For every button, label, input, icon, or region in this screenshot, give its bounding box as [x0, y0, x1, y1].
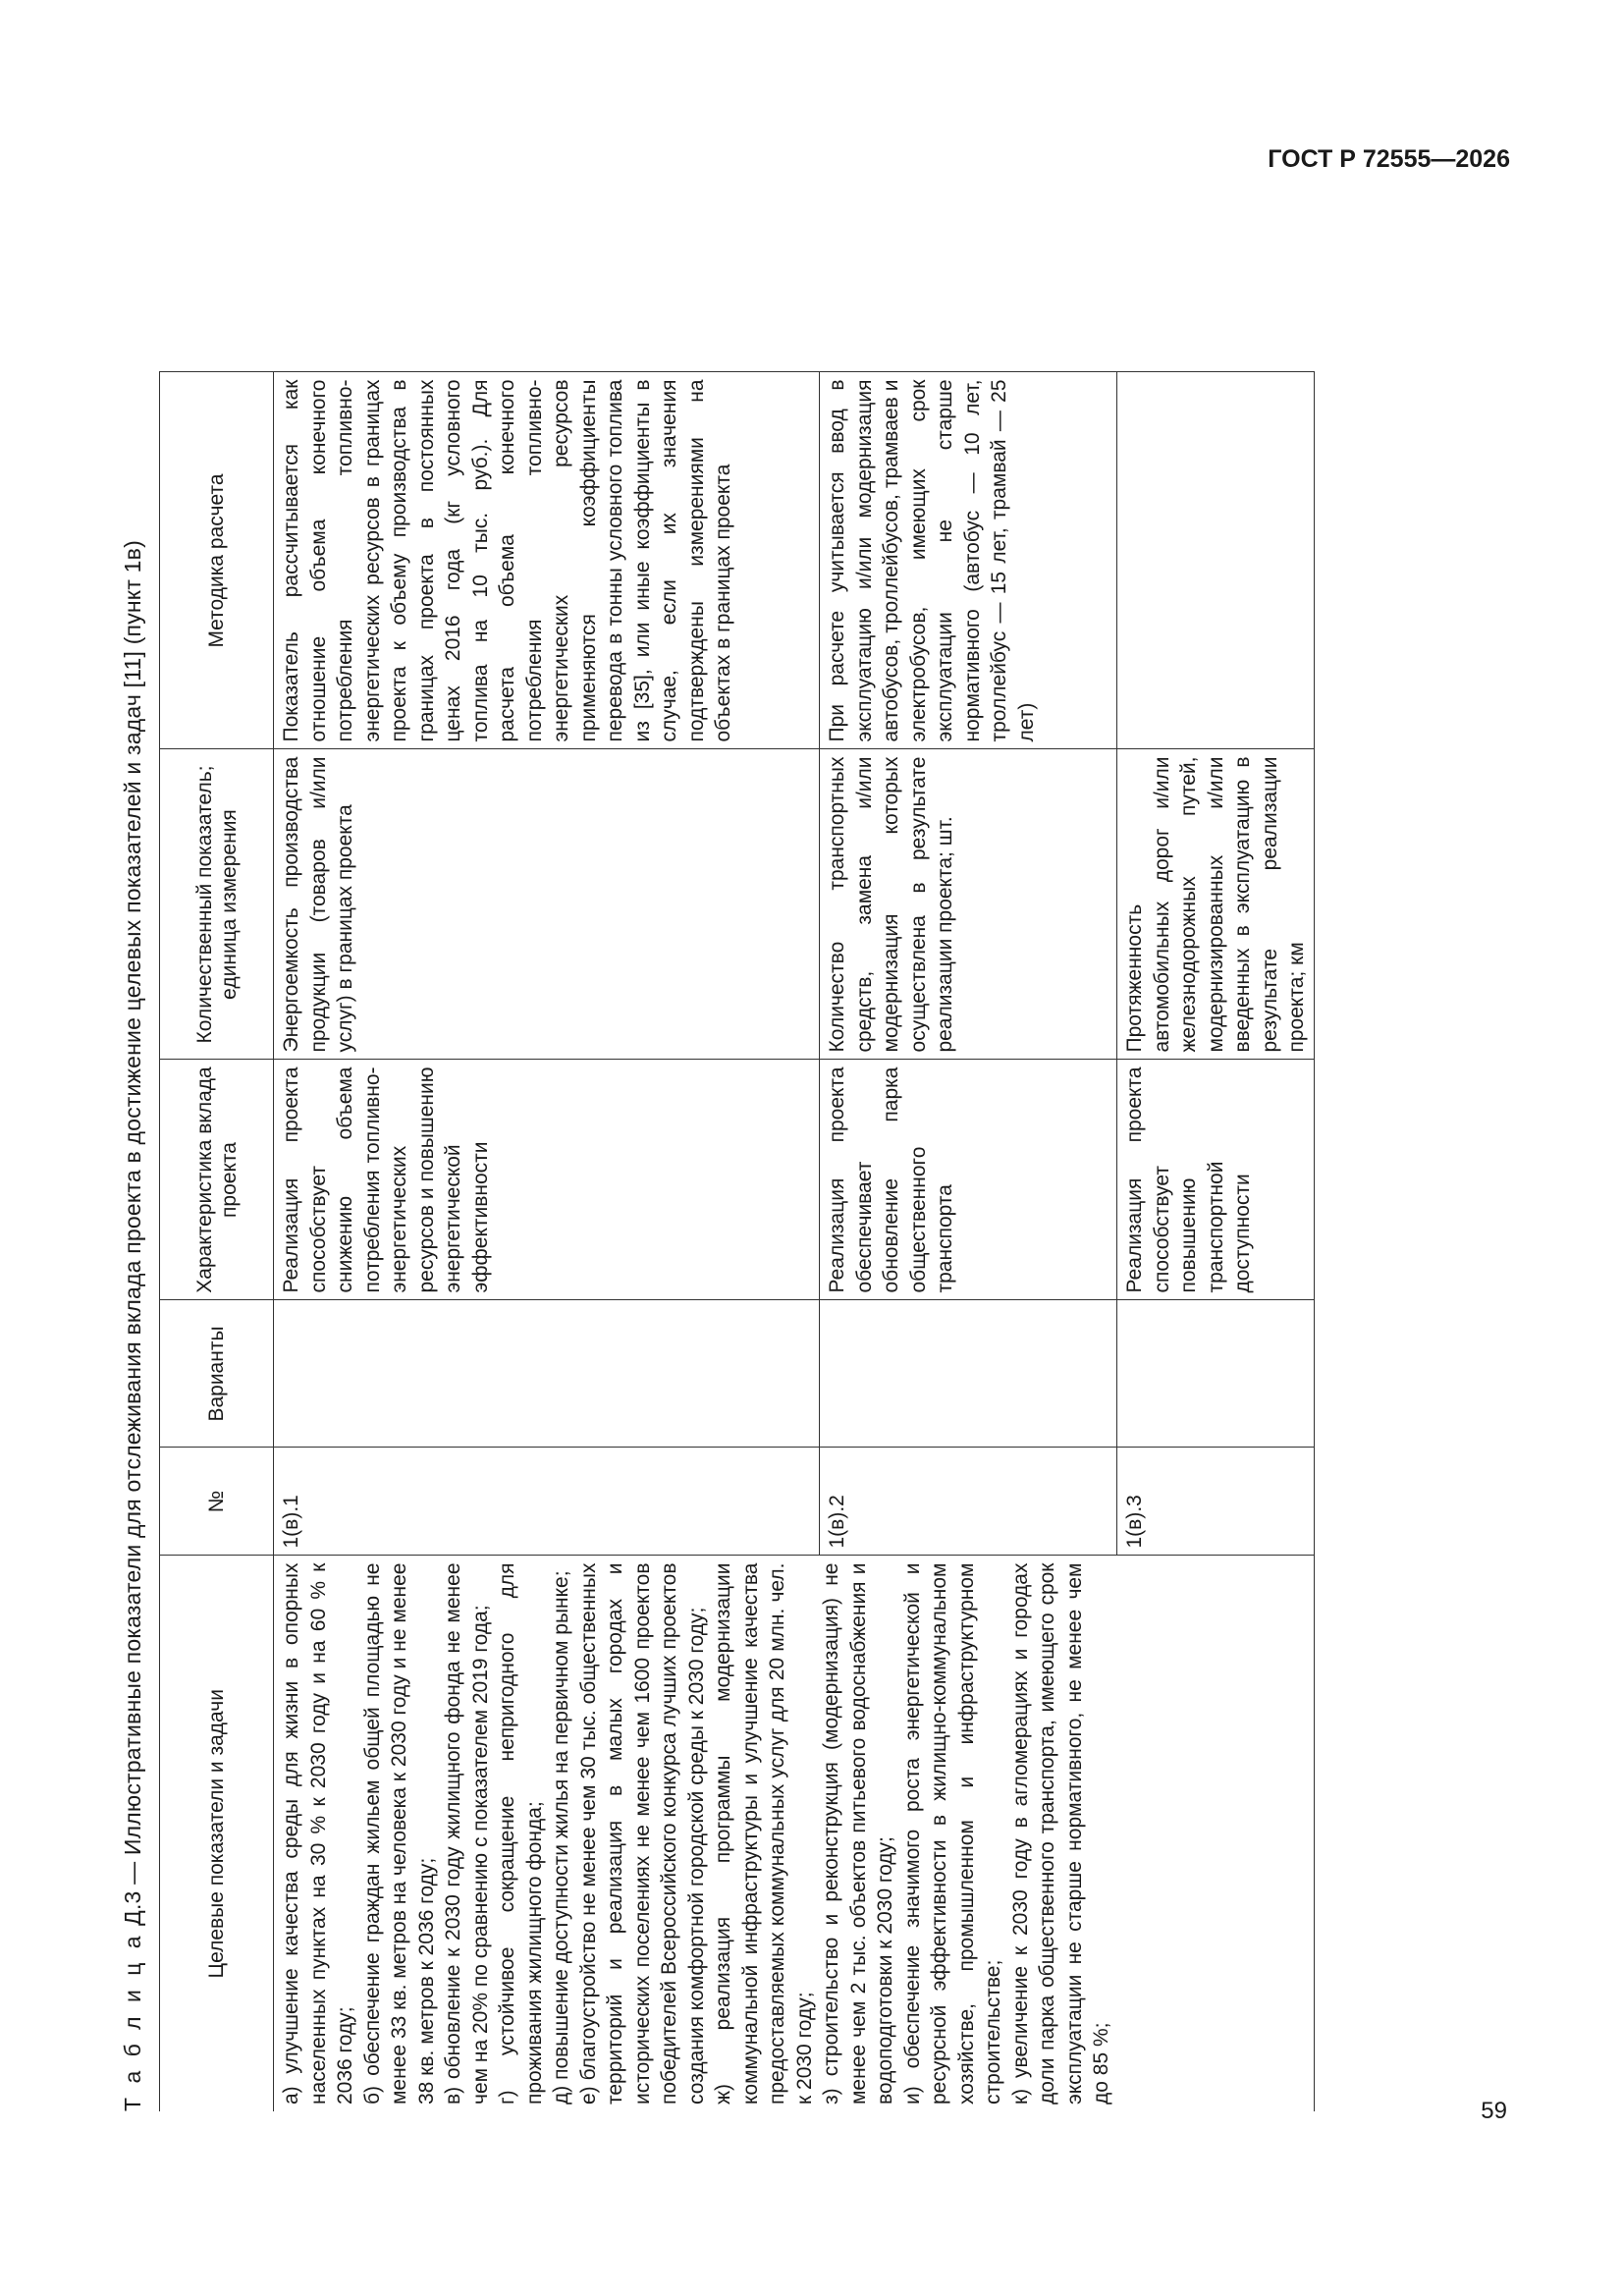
- col-header-contribution: Характеристика вклада проекта: [160, 1060, 274, 1300]
- goal-item: з) строительство и реконструкция (модернизация) не менее чем 2 тыс. объектов питьевого водоснабжения и водоподготовки к 2030 году;: [820, 1562, 896, 2105]
- col-header-method: Методика расчета: [160, 372, 274, 749]
- rotated-table-block: [120, 196, 1347, 2111]
- col-header-num: №: [160, 1448, 274, 1556]
- col-header-variants: Варианты: [160, 1300, 274, 1448]
- row-indicator: Количество транспортных средств, замена и/или модернизация которых осуществлена в результате реализации проекта; шт.: [820, 749, 1117, 1060]
- col-header-indicator: Количественный показатель; единица измерения: [160, 749, 274, 1060]
- row-variant: [1117, 1300, 1315, 1448]
- row-method: При расчете учитывается ввод в эксплуатацию и/или модернизация автобусов, троллейбусов, трамваев и электробусов, имеющих срок эксплуатации не старше нормативного (автобус — 10 лет, троллейбус — 15 лет, трамвай — 25 лет): [820, 372, 1117, 749]
- row-number: 1(в).1: [274, 1448, 820, 1556]
- row-variant: [274, 1300, 820, 1448]
- goal-item: д) повышение доступности жилья на первичном рынке;: [550, 1570, 572, 2105]
- table-row: [274, 372, 820, 2111]
- goal-item: а) улучшение качества среды для жизни в опорных населенных пунктах на 30 % к 2030 году и на 60 % к 2036 году;: [280, 1562, 356, 2105]
- goal-item: ж) реализация программы модернизации коммунальной инфраструктуры и улучшение качества предоставляемых коммунальных услуг для 20 млн. чел. к 2030 году;: [712, 1562, 816, 2105]
- row-contribution: Реализация проекта способствует снижению объема потребления топливно-энергетических ресурсов и повышению энергетической эффективности: [274, 1060, 820, 1300]
- row-contribution: Реализация проекта обеспечивает обновление парка общественного транспорта: [820, 1060, 1117, 1300]
- table-caption: [120, 540, 146, 2111]
- row-indicator: Энергоемкость производства продукции (товаров и/или услуг) в границах проекта: [274, 749, 820, 1060]
- table-header-row: [160, 372, 274, 2111]
- row-indicator: Протяженность автомобильных дорог и/или железнодорожных путей, модернизированных и/или введенных в эксплуатацию в результате реализации проекта; км: [1117, 749, 1315, 1060]
- goals-cell: [274, 1556, 1315, 2111]
- goal-item: и) обеспечение значимого роста энергетической и ресурсной эффективности в жилищно-коммунальном хозяйстве, промышленном и инфраструктурном строительстве;: [900, 1562, 1004, 2105]
- goal-item: к) увеличение к 2030 году в агломерациях и городах доли парка общественного транспорта, имеющего срок эксплуатации не старше нормативного, не менее чем до 85 %;: [1008, 1562, 1112, 2105]
- row-variant: [820, 1300, 1117, 1448]
- goal-item: е) благоустройство не менее чем 30 тыс. общественных территорий и реализация в малых городах и исторических поселениях не менее чем 1600 проектов победителей Всероссийского конкурса лучших проектов создания комфортной городской среды к 2030 году;: [576, 1562, 708, 2105]
- row-method: [1117, 372, 1315, 749]
- caption-prefix: Т а б л и ц а: [120, 1932, 145, 2111]
- col-header-goals: Целевые показатели и задачи: [160, 1556, 274, 2111]
- row-method: Показатель рассчитывается как отношение объема конечного потребления топливно-энергетических ресурсов в границах проекта к объему производства в границах проекта в постоянных ценах 2016 года (кг условного топлива на 10 тыс. руб.). Для расчета объема конечного потребления топливно-энергетических ресурсов применяются коэффициенты перевода в тонны условного топлива из [35], или иные коэффициенты в случае, если их значения подтверждены измерениями на объектах в границах проекта: [274, 372, 820, 749]
- standard-code: ГОСТ Р 72555—2026: [1268, 145, 1510, 173]
- page-number: 59: [1481, 2098, 1507, 2124]
- caption-text: Д.3 — Иллюстративные показатели для отслеживания вклада проекта в достижение целевых показателей и задач [11] (пункт 1в): [120, 540, 145, 1926]
- goal-item: б) обеспечение граждан жильем общей площадью не менее 33 кв. метров на человека к 2030 году и не менее 38 кв. метров к 2036 году;: [360, 1562, 438, 2105]
- row-contribution: Реализация проекта способствует повышению транспортной доступности: [1117, 1060, 1315, 1300]
- goal-item: в) обновление к 2030 году жилищного фонда не менее чем на 20% по сравнению с показателем 2019 года;: [442, 1562, 492, 2105]
- row-number: 1(в).3: [1117, 1448, 1315, 1556]
- goal-item: г) устойчивое сокращение непригодного для проживания жилищного фонда;: [496, 1562, 546, 2105]
- indicators-table: [159, 372, 1315, 2112]
- row-number: 1(в).2: [820, 1448, 1117, 1556]
